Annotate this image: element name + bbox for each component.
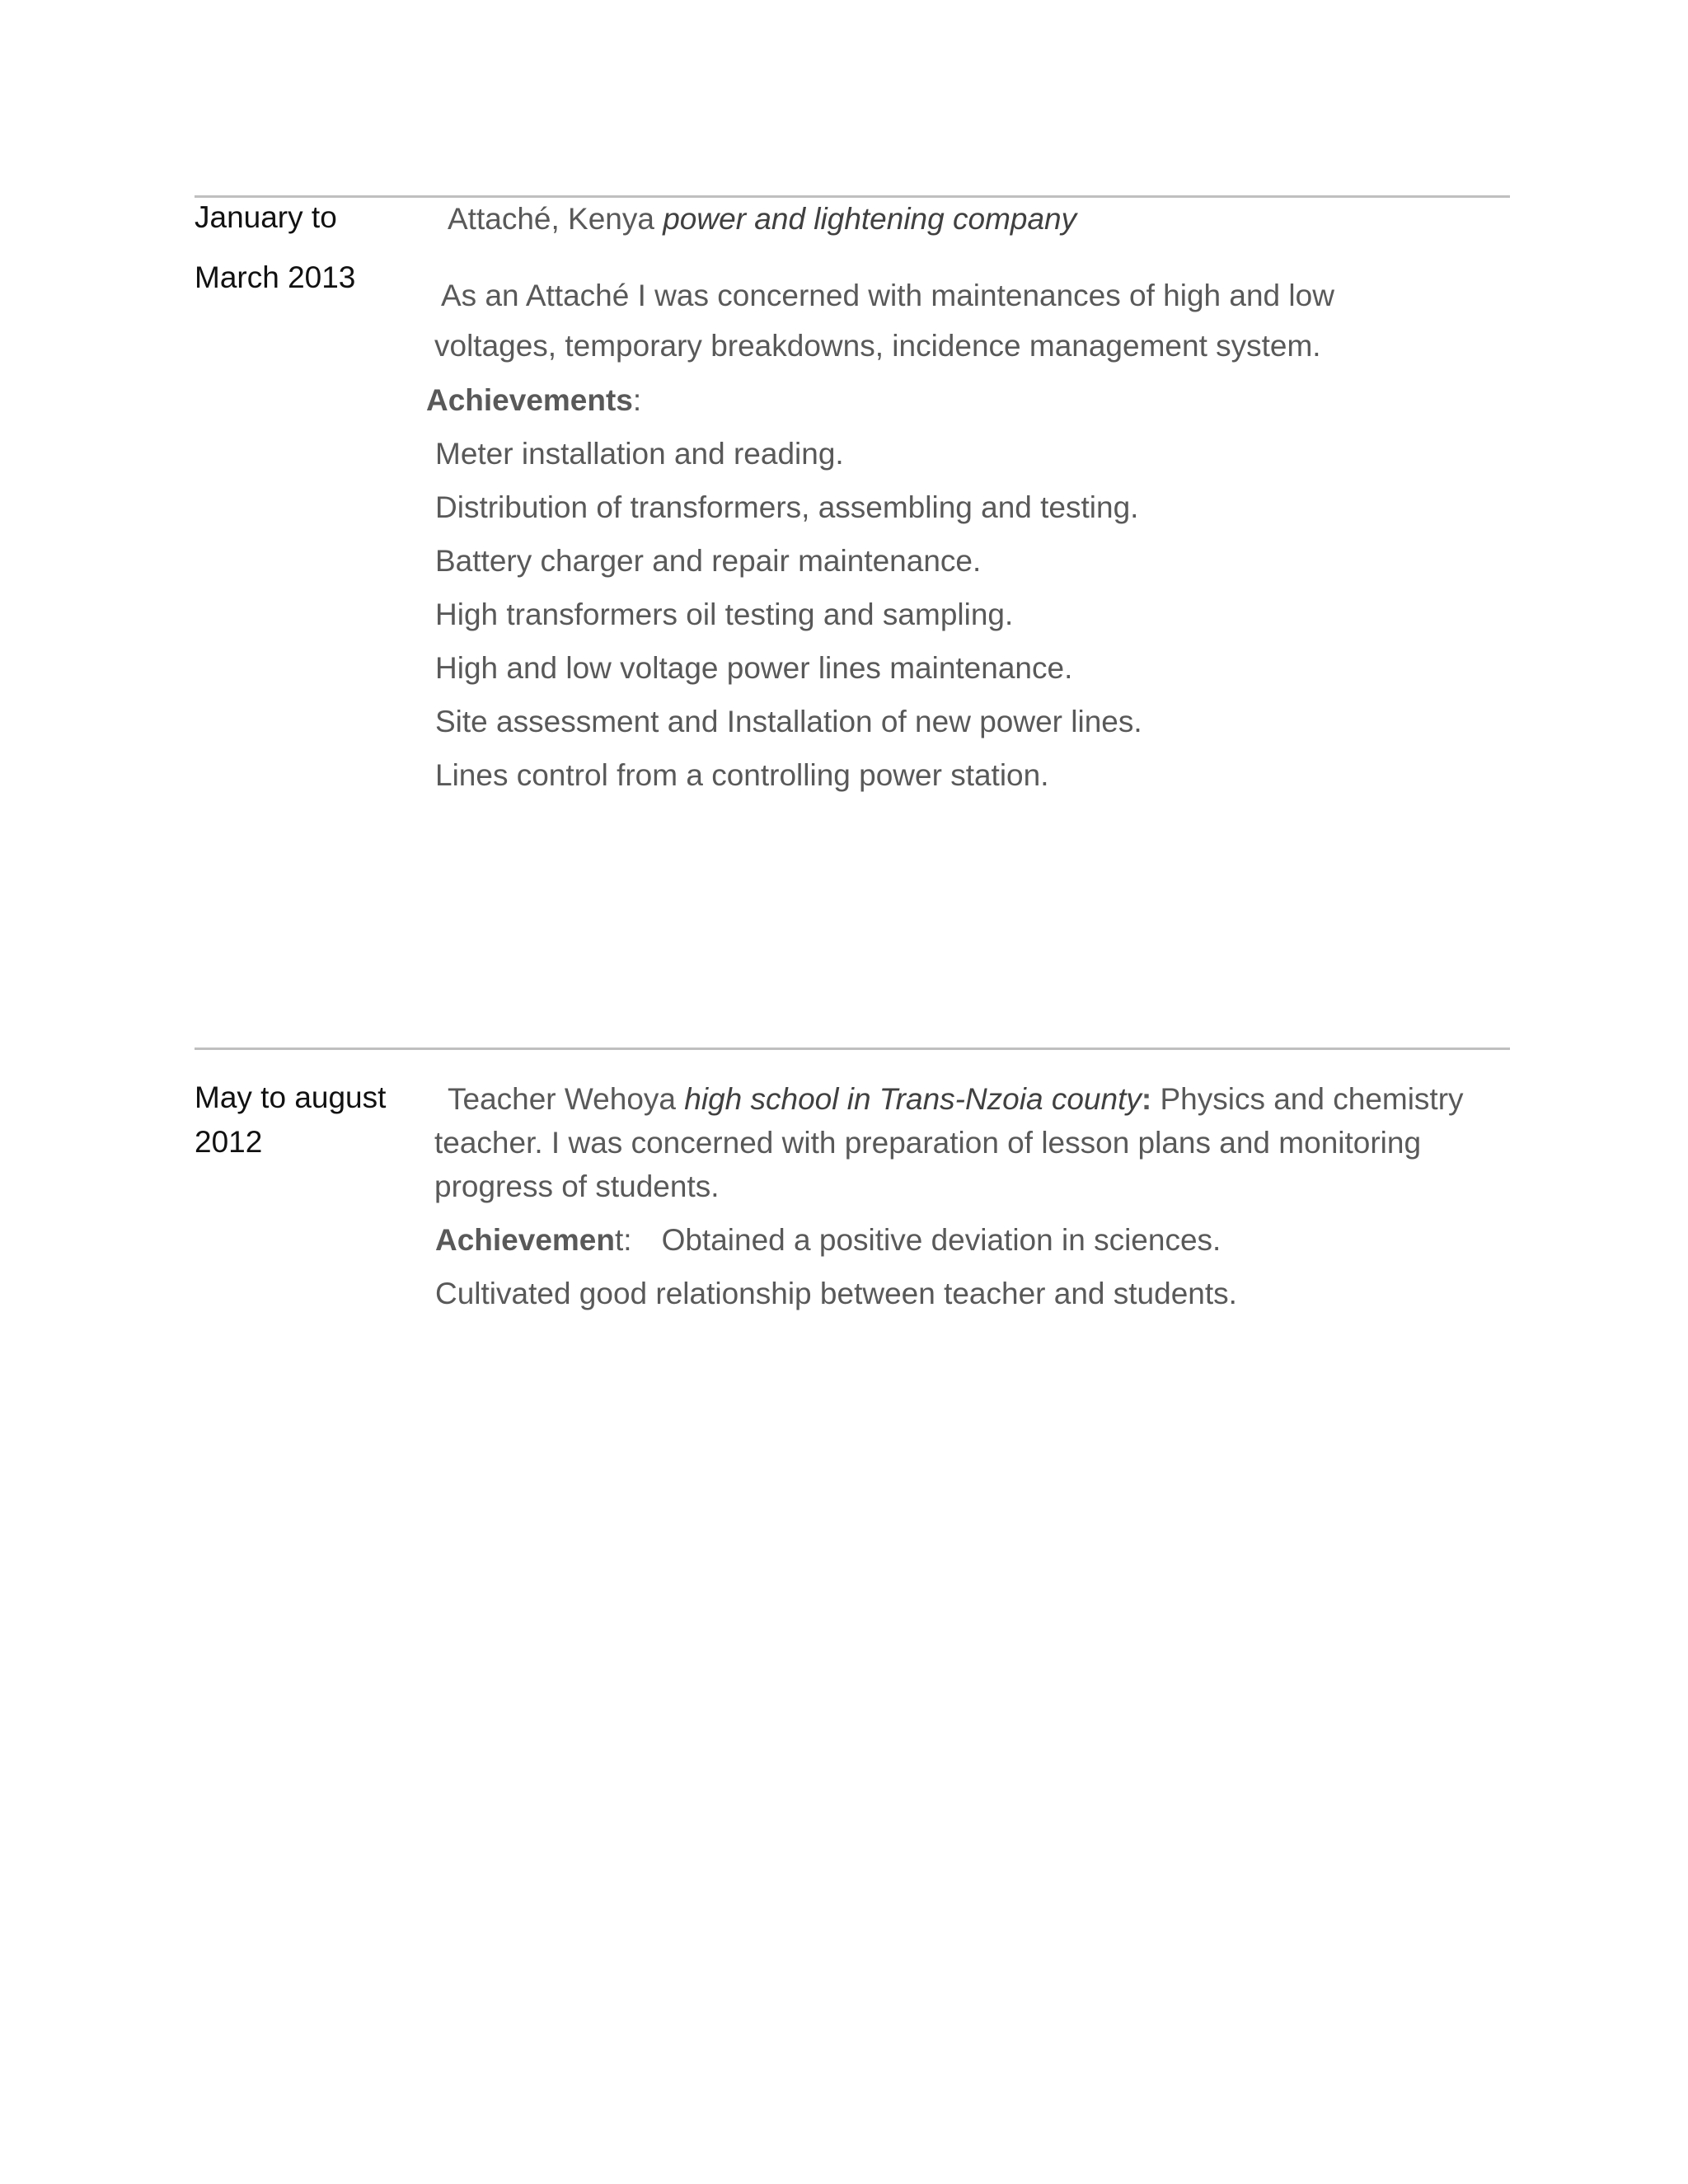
job2-title-rest: Physics and chemistry: [1151, 1082, 1464, 1116]
job2-achievement-line: [435, 1223, 1221, 1258]
job2-description-line3: progress of students.: [434, 1169, 720, 1203]
job2-date-line1: May to august: [195, 1080, 387, 1114]
job1-date-line2: March 2013: [195, 260, 356, 294]
job1-title: [448, 202, 1076, 237]
job1-description-line2: voltages, temporary breakdowns, incidence management system.: [434, 329, 1321, 363]
section-divider-1: [195, 195, 1510, 198]
section-divider-2: [195, 1047, 1510, 1050]
achievement-item: Lines control from a controlling power station.: [435, 758, 1049, 792]
job1-title-company: power and lightening company: [663, 202, 1077, 236]
achievement-item: High transformers oil testing and sampling.: [435, 598, 1014, 631]
job2-achievement-label-tail: t:: [615, 1223, 632, 1257]
job1-description-line1: As an Attaché I was concerned with maintenances of high and low: [441, 279, 1334, 312]
job2-achievement-text: Obtained a positive deviation in sciences.: [661, 1223, 1221, 1257]
job2-date-line2: 2012: [195, 1125, 263, 1159]
job2-achievement-label: Achievemen: [435, 1223, 615, 1257]
achievement-item: Meter installation and reading.: [435, 437, 844, 471]
job1-date-line1: January to: [195, 200, 337, 234]
job1-achievements-label: Achievements: [426, 383, 633, 417]
achievement-item: Site assessment and Installation of new power lines.: [435, 705, 1142, 738]
job2-title-plain: Teacher Wehoya: [448, 1082, 685, 1116]
job1-title-plain: Attaché, Kenya: [448, 202, 663, 236]
job2-description-line2: teacher. I was concerned with preparation of lesson plans and monitoring: [434, 1126, 1422, 1160]
job1-achievements-colon: :: [632, 383, 642, 417]
job2-title-school: high school in Trans-Nzoia county: [684, 1082, 1142, 1116]
achievement-item: High and low voltage power lines maintenance.: [435, 651, 1073, 685]
achievement-item: Battery charger and repair maintenance.: [435, 544, 982, 578]
achievement-item: Distribution of transformers, assembling and testing.: [435, 490, 1139, 524]
job2-achievement-line2: Cultivated good relationship between teacher and students.: [435, 1277, 1237, 1310]
job1-achievements-heading: [426, 383, 641, 418]
job2-title-line1: [448, 1082, 1464, 1117]
job2-title-colon: :: [1141, 1082, 1152, 1116]
